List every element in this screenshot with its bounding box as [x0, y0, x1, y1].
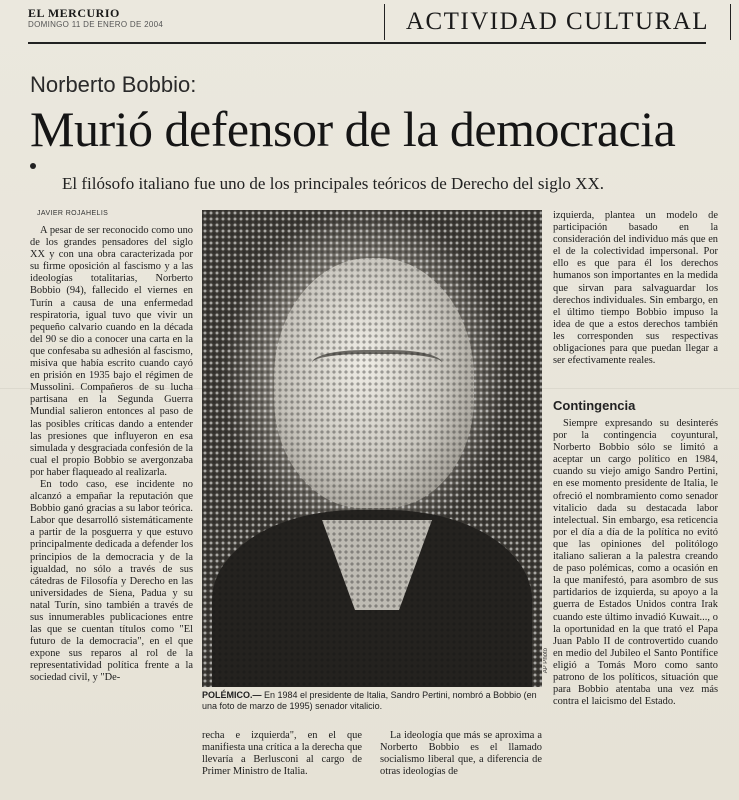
bullet-icon [30, 163, 36, 169]
photo-caption [202, 690, 542, 712]
paragraph: izquierda, plantea un modelo de participación basado en la consideración del individuo más que en el de la colectividad impersonal. Por ello es que para él los derechos humanos son importantes en la medida que sirvan para salvaguardar los derechos individuales. Sin embargo, en el último tiempo Bobbio impuso la idea de que a estos derechos también les corresponden sus respectivas obligaciones para que puedan llegar a ser efectivamente reales. [553, 210, 718, 367]
column-4-top [553, 210, 718, 367]
caption-lead: POLÉMICO.— [202, 690, 262, 700]
paragraph: Siempre expresando su desinterés por la contingencia coyuntural, Norberto Bobbio sólo se limitó a aceptar un cargo político en 1984, cuando su viejo amigo Sandro Pertini, en ese momento presidente de Italia, le ofreció el nombramiento como senador vitalicio dada su destacada labor intelectual. Sin embargo, esa reticencia por el día a día de la política no evitó que las opiniones del politólogo italiano salieran a la palestra creando de paso polémicas, como a ocasión en la que manifestó, para asombro de sus partidarios de izquierda, su apoyo a la guerra de Estados Unidos contra Irak cuando este último invadió Kuwait..., o la oportunidad en la que trató el Papa Juan Pablo II de controvertido cuando en medio del Jubileo el Santo Pontífice eligió a Tomás Moro como santo patrono de los políticos, situación que para Bobbio atentaba una vez más contra el laicismo del Estado. [553, 418, 718, 708]
subhead: Contingencia [553, 398, 636, 413]
issue-date: DOMINGO 11 DE ENERO DE 2004 [28, 20, 164, 29]
caption-text: En 1984 el presidente de Italia, Sandro Pertini, nombró a Bobbio (en una foto de marzo de 1995) senador vitalicio. [202, 690, 537, 711]
paragraph: En todo caso, ese incidente no alcanzó a empañar la reputación que Bobbio ganó gracias a su labor teórica. Labor que desarrolló sistemáticamente a partir de la posguerra y que estuvo principalmente dedicada a defender los principios de la democracia y de la igualdad, no sólo a través de sus cátedras de Filosofía y Derecho en las universidades de Siena, Padua y su natal Turín, sino también a través de sus innumerables publicaciones entre las que se cuentan títulos como "El futuro de la democracia", en el que expone sus reparos al rol de la representatividad política frente a la sociedad civil, y "De- [30, 478, 193, 684]
paragraph: A pesar de ser reconocido como uno de los grandes pensadores del siglo XX y con una obra caracterizada por su firme oposición al fascismo y a las ideologías totalitarias, Norberto Bobbio (94), fallecido el viernes en Turín a causa de una enfermedad respiratoria, igual tuvo que vivir un pequeño calvario cuando en la década del 90 se dio a conocer una carta en la que confesaba su adhesión al fascismo, misiva que había escrito cuando cayó en prisión en 1935 bajo el régimen de Mussolini. Compañeros de su lucha partisana en la Segunda Guerra Mundial salieron entonces al paso de las posibles críticas dando a entender las presiones que influyeron en esa simulada y desgraciada confesión de la cual el propio Bobbio se avergonzaba por haber flaqueado al realizarla. [30, 225, 193, 478]
column-3-bottom [380, 730, 542, 778]
column-4-lower [553, 418, 718, 708]
column-1 [30, 225, 193, 685]
article-headline: Murió defensor de la democracia [30, 101, 676, 157]
column-2-bottom [202, 730, 362, 778]
halftone-overlay [202, 210, 542, 687]
masthead [28, 6, 723, 44]
masthead-rule [28, 42, 706, 44]
byline: JAVIER ROJAHELIS [37, 210, 109, 217]
paragraph: La ideología que más se aproxima a Norberto Bobbio es el llamado socialismo liberal que, a diferencia de otras ideologías de [380, 730, 542, 778]
portrait-photo [202, 210, 542, 687]
section-title: ACTIVIDAD CULTURAL [384, 4, 731, 40]
photo-credit: AP Photo [543, 648, 549, 674]
paragraph: recha e izquierda", en el que manifiesta una crítica a la derecha que llevaría a Berlusconi al cargo de Primer Ministro de Italia. [202, 730, 362, 778]
article-kicker: Norberto Bobbio: [30, 72, 197, 97]
article-deck: El filósofo italiano fue uno de los principales teóricos de Derecho del siglo XX. [62, 174, 604, 193]
newspaper-name: EL MERCURIO [28, 6, 120, 20]
